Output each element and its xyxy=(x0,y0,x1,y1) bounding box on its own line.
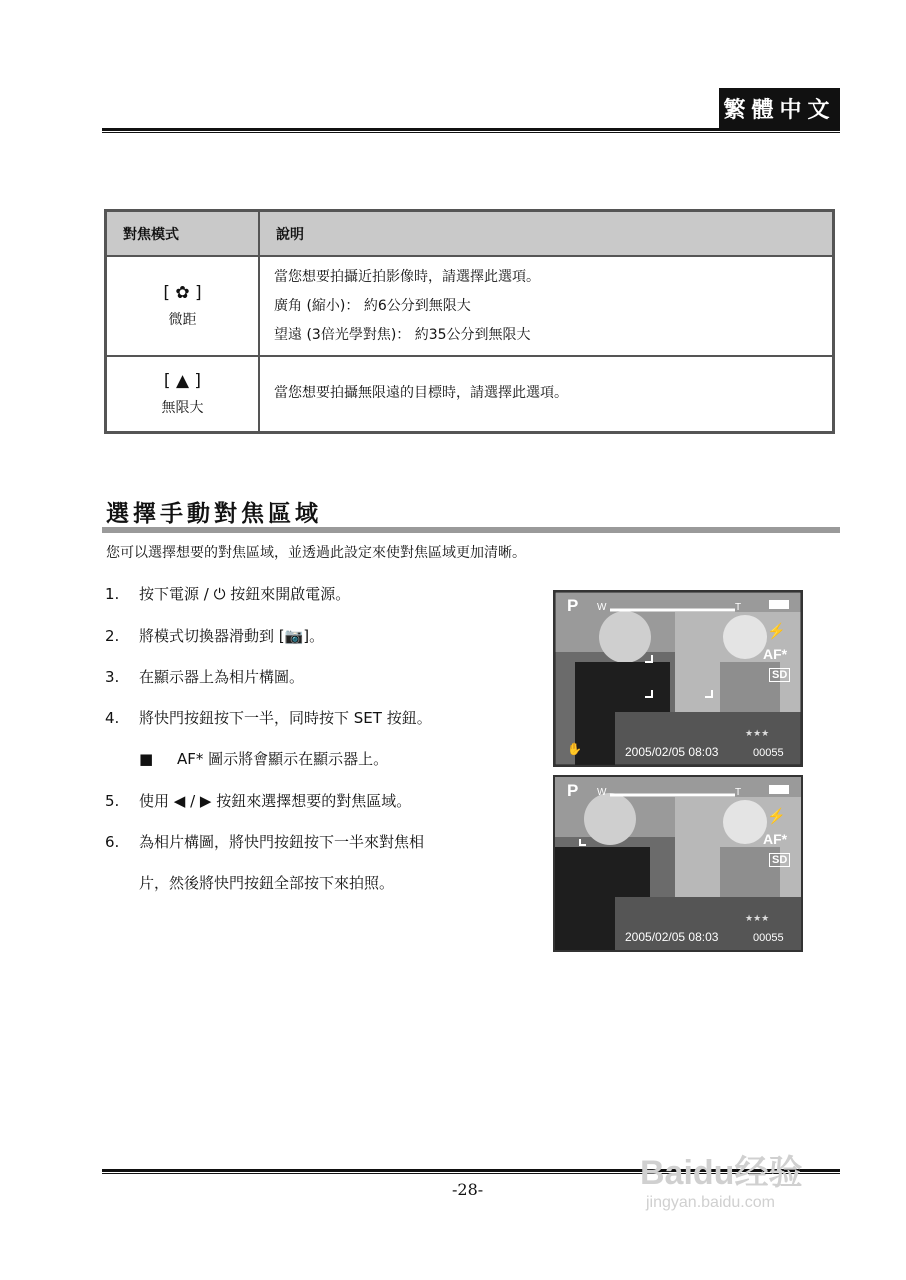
macro-icon: [ ✿ ] xyxy=(163,283,202,303)
list-item: 5. 使用 ◀ / ▶ 按鈕來選擇想要的對焦區域。 xyxy=(105,792,412,810)
datetime-display: 2005/02/05 08:03 xyxy=(625,745,719,759)
col-desc-header: 說明 xyxy=(259,211,834,257)
mode-cell xyxy=(106,356,260,432)
flash-off-icon: ⚡ xyxy=(767,808,786,825)
col-mode-header: 對焦模式 xyxy=(106,211,260,257)
battery-icon xyxy=(769,785,789,794)
mode-label: 微距 xyxy=(168,312,197,328)
zoom-tele-label: T xyxy=(735,602,742,613)
camera-lcd-preview xyxy=(553,775,803,952)
mode-label: 無限大 xyxy=(161,399,204,416)
camera-lcd-preview xyxy=(553,590,803,767)
page-number: -28- xyxy=(452,1180,484,1199)
list-item: 2. 將模式切換器滑動到 [📷]。 xyxy=(105,627,325,645)
list-item: 3. 在顯示器上為相片構圖。 xyxy=(105,668,305,686)
datetime-display: 2005/02/05 08:03 xyxy=(625,930,719,944)
watermark-brand: Baidu经验 xyxy=(640,1154,803,1192)
desc-cell xyxy=(259,356,834,432)
sd-card-icon: SD xyxy=(769,853,790,867)
shot-counter: 00055 xyxy=(753,747,784,759)
section-rule xyxy=(102,527,840,533)
watermark-url: jingyan.baidu.com xyxy=(646,1194,775,1211)
scene-photo xyxy=(555,592,801,765)
shot-counter: 00055 xyxy=(753,932,784,944)
list-item: ■ AF* 圖示將會顯示在顯示器上。 xyxy=(139,750,389,768)
language-badge: 繁體中文 xyxy=(719,88,840,128)
desc-line: 廣角 (縮小)： 約6公分到無限大 xyxy=(274,297,471,314)
watermark xyxy=(640,1145,802,1212)
quality-indicator: ★★★ xyxy=(745,728,770,738)
hand-shake-icon: ✋ xyxy=(567,742,582,756)
sd-card-icon: SD xyxy=(769,668,790,682)
table-header-row xyxy=(106,211,834,257)
battery-icon xyxy=(769,600,789,609)
zoom-tele-label: T xyxy=(735,787,742,798)
scene-photo xyxy=(555,777,801,950)
list-item: 1. 按下電源 / ⏻ 按鈕來開啟電源。 xyxy=(105,585,351,603)
shooting-mode-indicator: P xyxy=(567,781,579,800)
header-rule-thin xyxy=(102,132,840,133)
desc-line: 望遠 (3倍光學對焦)： 約35公分到無限大 xyxy=(274,326,531,343)
desc-cell xyxy=(259,256,834,356)
af-icon: AF* xyxy=(763,831,788,847)
mode-cell xyxy=(106,256,260,356)
desc-line: 當您想要拍攝近拍影像時，請選擇此選項。 xyxy=(274,268,540,285)
list-item: 6. 為相片構圖，將快門按鈕按下一半來對焦相 xyxy=(105,833,425,851)
focus-mode-table xyxy=(104,209,835,434)
table-row xyxy=(106,256,834,356)
af-icon: AF* xyxy=(763,646,788,662)
section-title: 選擇手動對焦區域 xyxy=(106,500,322,527)
header-rule xyxy=(102,128,840,131)
desc-line: 當您想要拍攝無限遠的目標時，請選擇此選項。 xyxy=(274,385,568,402)
list-item: 片，然後將快門按鈕全部按下來拍照。 xyxy=(139,874,395,892)
quality-indicator: ★★★ xyxy=(745,913,770,923)
table-row xyxy=(106,356,834,432)
zoom-wide-label: W xyxy=(597,787,607,798)
list-item: 4. 將快門按鈕按下一半，同時按下 SET 按鈕。 xyxy=(105,709,432,727)
section-intro: 您可以選擇想要的對焦區域，並透過此設定來使對焦區域更加清晰。 xyxy=(106,545,526,561)
shooting-mode-indicator: P xyxy=(567,596,579,615)
zoom-wide-label: W xyxy=(597,602,607,613)
flash-off-icon: ⚡ xyxy=(767,623,786,640)
infinity-mountain-icon: [ ▲ ] xyxy=(163,370,202,391)
